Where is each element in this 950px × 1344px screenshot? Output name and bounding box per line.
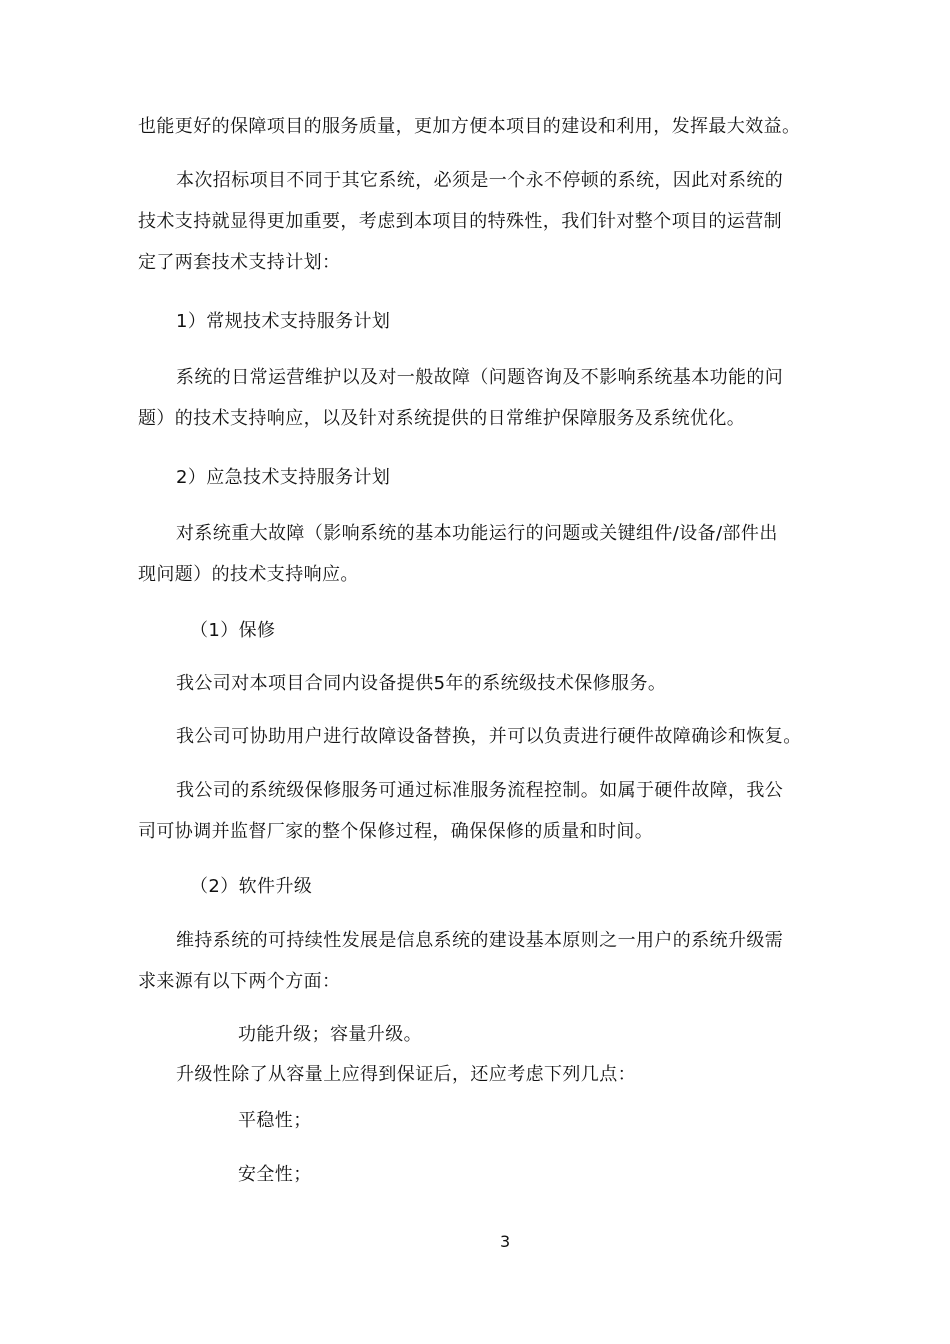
body-text-line: 维持系统的可持续性发展是信息系统的建设基本原则之一用户的系统升级需	[176, 930, 784, 951]
body-text-line: 也能更好的保障项目的服务质量，更加方便本项目的建设和利用，发挥最大效益。	[138, 116, 801, 137]
list-item: 功能升级；容量升级。	[238, 1024, 422, 1045]
list-item: 安全性；	[238, 1164, 312, 1185]
body-text-line: 求来源有以下两个方面：	[138, 971, 341, 992]
page-number: 3	[500, 1232, 511, 1251]
subsection-heading: （1）保修	[190, 620, 276, 641]
body-text-line: 我公司对本项目合同内设备提供5年的系统级技术保修服务。	[176, 673, 667, 694]
section-heading: 1）常规技术支持服务计划	[176, 311, 391, 332]
body-text-line: 我公司的系统级保修服务可通过标准服务流程控制。如属于硬件故障，我公	[176, 780, 784, 801]
body-text-line: 升级性除了从容量上应得到保证后，还应考虑下列几点：	[176, 1064, 636, 1085]
body-text-line: 现问题）的技术支持响应。	[138, 564, 359, 585]
body-text-line: 本次招标项目不同于其它系统，必须是一个永不停顿的系统，因此对系统的	[176, 170, 784, 191]
body-text-line: 对系统重大故障（影响系统的基本功能运行的问题或关键组件/设备/部件出	[176, 523, 778, 544]
body-text-line: 技术支持就显得更加重要，考虑到本项目的特殊性，我们针对整个项目的运营制	[138, 211, 782, 232]
list-item: 平稳性；	[238, 1110, 312, 1131]
subsection-heading: （2）软件升级	[190, 876, 313, 897]
body-text-line: 定了两套技术支持计划：	[138, 252, 341, 273]
body-text-line: 我公司可协助用户进行故障设备替换，并可以负责进行硬件故障确诊和恢复。	[176, 726, 802, 747]
body-text-line: 系统的日常运营维护以及对一般故障（问题咨询及不影响系统基本功能的问	[176, 367, 784, 388]
body-text-line: 司可协调并监督厂家的整个保修过程，确保保修的质量和时间。	[138, 821, 654, 842]
body-text-line: 题）的技术支持响应，以及针对系统提供的日常维护保障服务及系统优化。	[138, 408, 746, 429]
section-heading: 2）应急技术支持服务计划	[176, 467, 391, 488]
